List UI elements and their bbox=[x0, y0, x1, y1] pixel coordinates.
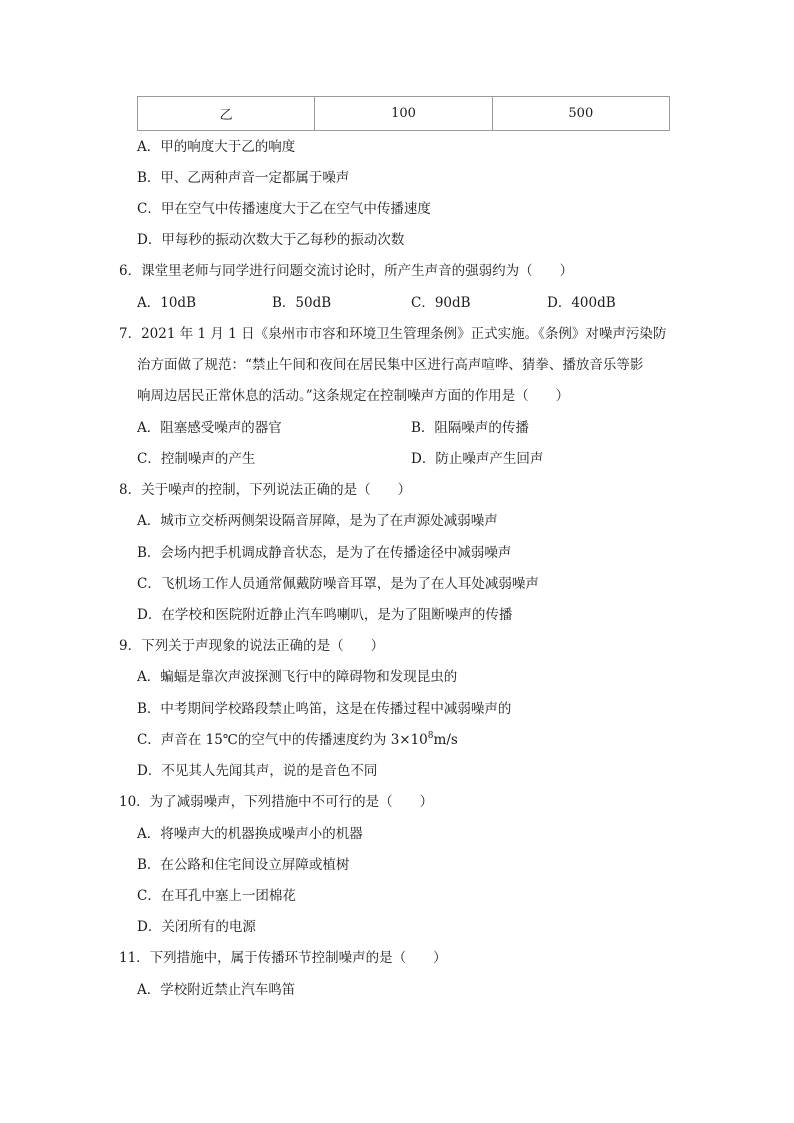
q8-stem: 8．关于噪声的控制，下列说法正确的是（ ） bbox=[119, 482, 412, 498]
q9-option-d: D．不见其人先闻其声，说的是音色不同 bbox=[137, 763, 378, 779]
table-cell-value-1: 100 bbox=[315, 97, 492, 131]
q9-option-a: A．蝙蝠是靠次声波探测飞行中的障碍物和发现昆虫的 bbox=[137, 669, 458, 685]
q7-stem-line-2: 治方面做了规范：“禁止午间和夜间在居民集中区进行高声喧哗、猜拳、播放音乐等影 bbox=[137, 357, 644, 373]
q7-option-b: B．阻隔噪声的传播 bbox=[411, 420, 529, 436]
q7-stem-line-3: 响周边居民正常休息的活动。”这条规定在控制噪声方面的作用是（ ） bbox=[137, 388, 570, 404]
q5-option-c: C．甲在空气中传播速度大于乙在空气中传播速度 bbox=[137, 201, 431, 217]
q9-option-c-unit: m/s bbox=[433, 732, 458, 748]
q10-option-d: D．关闭所有的电源 bbox=[137, 919, 256, 935]
table-cell-value-2: 500 bbox=[492, 97, 669, 131]
q6-option-a: A．10dB bbox=[137, 295, 196, 311]
data-table bbox=[137, 96, 670, 131]
q10-option-a: A．将噪声大的机器换成噪声小的机器 bbox=[137, 826, 363, 842]
q7-stem-line-1: 7．2021 年 1 月 1 日《泉州市市容和环境卫生管理条例》正式实施。《条例》对噪声污染防 bbox=[119, 326, 667, 342]
q9-option-c bbox=[137, 731, 458, 749]
q10-stem: 10．为了减弱噪声，下列措施中不可行的是（ ） bbox=[119, 794, 434, 810]
q5-option-b: B．甲、乙两种声音一定都属于噪声 bbox=[137, 170, 350, 186]
q7-option-c: C．控制噪声的产生 bbox=[137, 451, 256, 467]
q10-option-c: C．在耳孔中塞上一团棉花 bbox=[137, 888, 296, 904]
q5-option-d: D．甲每秒的振动次数大于乙每秒的振动次数 bbox=[137, 232, 405, 248]
q8-option-a: A．城市立交桥两侧架设隔音屏障，是为了在声源处减弱噪声 bbox=[137, 513, 498, 529]
q7-option-a: A．阻塞感受噪声的器官 bbox=[137, 420, 282, 436]
q6-stem: 6．课堂里老师与同学进行问题交流讨论时，所产生声音的强弱约为（ ） bbox=[119, 263, 574, 279]
q8-option-b: B．会场内把手机调成静音状态，是为了在传播途径中减弱噪声 bbox=[137, 545, 512, 561]
q8-option-d: D．在学校和医院附近静止汽车鸣喇叭，是为了阻断噪声的传播 bbox=[137, 607, 513, 623]
q9-option-b: B．中考期间学校路段禁止鸣笛，这是在传播过程中减弱噪声的 bbox=[137, 701, 512, 717]
q10-option-b: B．在公路和住宅间设立屏障或植树 bbox=[137, 857, 350, 873]
q11-option-a: A．学校附近禁止汽车鸣笛 bbox=[137, 982, 296, 998]
q11-stem: 11．下列措施中，属于传播环节控制噪声的是（ ） bbox=[119, 950, 447, 966]
table-row bbox=[138, 97, 670, 131]
q7-option-d: D．防止噪声产生回声 bbox=[411, 451, 544, 467]
q8-option-c: C．飞机场工作人员通常佩戴防噪音耳罩，是为了在人耳处减弱噪声 bbox=[137, 576, 539, 592]
q9-option-c-exponent: 8 bbox=[427, 731, 434, 741]
q5-option-a: A．甲的响度大于乙的响度 bbox=[137, 139, 296, 155]
q9-stem: 9．下列关于声现象的说法正确的是（ ） bbox=[119, 638, 385, 654]
q6-option-b: B．50dB bbox=[272, 295, 332, 311]
table-cell-name: 乙 bbox=[138, 97, 315, 131]
q9-option-c-prefix: C．声音在 15℃的空气中的传播速度约为 3×10 bbox=[137, 732, 428, 748]
q6-option-c: C．90dB bbox=[411, 295, 471, 311]
q6-option-d: D．400dB bbox=[547, 295, 616, 311]
